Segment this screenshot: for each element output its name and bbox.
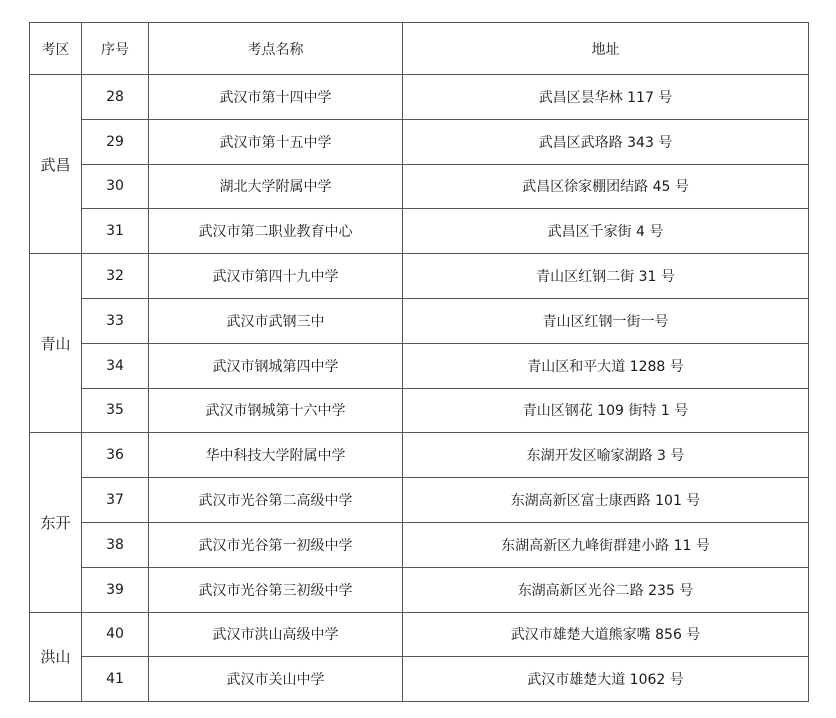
number-cell: 31 bbox=[82, 209, 149, 254]
table-row bbox=[30, 209, 809, 254]
number-cell: 36 bbox=[82, 433, 149, 478]
address-cell: 青山区红钢一街一号 bbox=[403, 298, 809, 343]
table-body bbox=[30, 75, 809, 702]
table-row bbox=[30, 433, 809, 478]
site-name-cell: 武汉市第十五中学 bbox=[149, 119, 403, 164]
table-row bbox=[30, 343, 809, 388]
number-cell: 32 bbox=[82, 254, 149, 299]
address-cell: 东湖开发区喻家湖路 3 号 bbox=[403, 433, 809, 478]
table-row bbox=[30, 298, 809, 343]
number-cell: 40 bbox=[82, 612, 149, 657]
address-cell: 东湖高新区富士康西路 101 号 bbox=[403, 478, 809, 523]
site-name-cell: 湖北大学附属中学 bbox=[149, 164, 403, 209]
table-row bbox=[30, 657, 809, 702]
header-site-name: 考点名称 bbox=[149, 23, 403, 75]
address-cell: 武昌区武珞路 343 号 bbox=[403, 119, 809, 164]
district-cell: 青山 bbox=[30, 254, 82, 433]
address-cell: 东湖高新区光谷二路 235 号 bbox=[403, 567, 809, 612]
address-cell: 青山区和平大道 1288 号 bbox=[403, 343, 809, 388]
address-cell: 东湖高新区九峰街群建小路 11 号 bbox=[403, 522, 809, 567]
number-cell: 34 bbox=[82, 343, 149, 388]
site-name-cell: 武汉市第四十九中学 bbox=[149, 254, 403, 299]
header-address: 地址 bbox=[403, 23, 809, 75]
number-cell: 29 bbox=[82, 119, 149, 164]
address-cell: 武昌区昙华林 117 号 bbox=[403, 75, 809, 120]
number-cell: 38 bbox=[82, 522, 149, 567]
site-name-cell: 华中科技大学附属中学 bbox=[149, 433, 403, 478]
table-row bbox=[30, 388, 809, 433]
district-cell: 东开 bbox=[30, 433, 82, 612]
header-number: 序号 bbox=[82, 23, 149, 75]
table-row bbox=[30, 612, 809, 657]
number-cell: 33 bbox=[82, 298, 149, 343]
site-name-cell: 武汉市第二职业教育中心 bbox=[149, 209, 403, 254]
exam-site-table-container bbox=[29, 22, 809, 702]
address-cell: 武汉市雄楚大道熊家嘴 856 号 bbox=[403, 612, 809, 657]
table-row bbox=[30, 164, 809, 209]
site-name-cell: 武汉市钢城第四中学 bbox=[149, 343, 403, 388]
number-cell: 37 bbox=[82, 478, 149, 523]
address-cell: 青山区钢花 109 街特 1 号 bbox=[403, 388, 809, 433]
number-cell: 39 bbox=[82, 567, 149, 612]
number-cell: 30 bbox=[82, 164, 149, 209]
number-cell: 35 bbox=[82, 388, 149, 433]
exam-site-table bbox=[29, 22, 809, 702]
number-cell: 28 bbox=[82, 75, 149, 120]
header-row bbox=[30, 23, 809, 75]
site-name-cell: 武汉市第十四中学 bbox=[149, 75, 403, 120]
site-name-cell: 武汉市光谷第二高级中学 bbox=[149, 478, 403, 523]
address-cell: 青山区红钢二街 31 号 bbox=[403, 254, 809, 299]
address-cell: 武昌区徐家棚团结路 45 号 bbox=[403, 164, 809, 209]
district-cell: 武昌 bbox=[30, 75, 82, 254]
table-row bbox=[30, 75, 809, 120]
site-name-cell: 武汉市钢城第十六中学 bbox=[149, 388, 403, 433]
site-name-cell: 武汉市光谷第三初级中学 bbox=[149, 567, 403, 612]
district-cell: 洪山 bbox=[30, 612, 82, 702]
site-name-cell: 武汉市光谷第一初级中学 bbox=[149, 522, 403, 567]
header-district: 考区 bbox=[30, 23, 82, 75]
address-cell: 武汉市雄楚大道 1062 号 bbox=[403, 657, 809, 702]
address-cell: 武昌区千家街 4 号 bbox=[403, 209, 809, 254]
number-cell: 41 bbox=[82, 657, 149, 702]
table-row bbox=[30, 478, 809, 523]
table-row bbox=[30, 522, 809, 567]
table-header bbox=[30, 23, 809, 75]
table-row bbox=[30, 119, 809, 164]
table-row bbox=[30, 567, 809, 612]
table-row bbox=[30, 254, 809, 299]
site-name-cell: 武汉市洪山高级中学 bbox=[149, 612, 403, 657]
site-name-cell: 武汉市关山中学 bbox=[149, 657, 403, 702]
site-name-cell: 武汉市武钢三中 bbox=[149, 298, 403, 343]
